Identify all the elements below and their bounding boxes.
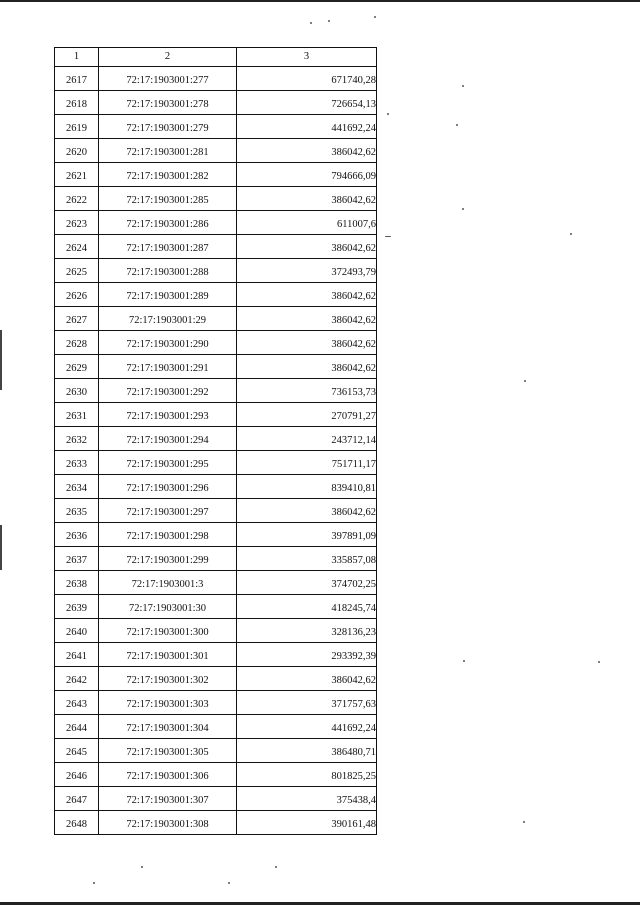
cadastral-value: 335857,08 — [237, 547, 377, 571]
cadastral-number: 72:17:1903001:281 — [99, 139, 237, 163]
row-number: 2617 — [55, 67, 99, 91]
cadastral-number: 72:17:1903001:278 — [99, 91, 237, 115]
cadastral-value: 418245,74 — [237, 595, 377, 619]
row-number: 2641 — [55, 643, 99, 667]
row-number: 2643 — [55, 691, 99, 715]
scan-speck — [463, 660, 465, 662]
cadastral-value: 386042,62 — [237, 331, 377, 355]
cadastral-number: 72:17:1903001:285 — [99, 187, 237, 211]
cadastral-number: 72:17:1903001:288 — [99, 259, 237, 283]
row-number: 2624 — [55, 235, 99, 259]
table-row — [55, 139, 377, 163]
table-row — [55, 187, 377, 211]
table-row — [55, 379, 377, 403]
cadastral-number: 72:17:1903001:300 — [99, 619, 237, 643]
table-row — [55, 739, 377, 763]
cadastral-number: 72:17:1903001:305 — [99, 739, 237, 763]
table-row — [55, 811, 377, 835]
cadastral-number: 72:17:1903001:296 — [99, 475, 237, 499]
scan-speck — [570, 233, 572, 235]
column-header-cadastral-number: 2 — [99, 48, 237, 67]
table-row — [55, 283, 377, 307]
cadastral-number: 72:17:1903001:308 — [99, 811, 237, 835]
row-number: 2634 — [55, 475, 99, 499]
cadastral-value: 386042,62 — [237, 499, 377, 523]
cadastral-value: 372493,79 — [237, 259, 377, 283]
table-header-row — [55, 48, 377, 67]
scan-speck — [523, 821, 525, 823]
cadastral-value: 243712,14 — [237, 427, 377, 451]
row-number: 2630 — [55, 379, 99, 403]
table-row — [55, 259, 377, 283]
table-row — [55, 547, 377, 571]
table-row — [55, 451, 377, 475]
column-header-number: 1 — [55, 48, 99, 67]
row-number: 2648 — [55, 811, 99, 835]
cadastral-number: 72:17:1903001:291 — [99, 355, 237, 379]
cadastral-number: 72:17:1903001:3 — [99, 571, 237, 595]
cadastral-number: 72:17:1903001:299 — [99, 547, 237, 571]
cadastral-number: 72:17:1903001:297 — [99, 499, 237, 523]
cadastral-value: 397891,09 — [237, 523, 377, 547]
cadastral-number: 72:17:1903001:304 — [99, 715, 237, 739]
cadastral-value: 386042,62 — [237, 139, 377, 163]
table-row — [55, 163, 377, 187]
cadastral-number: 72:17:1903001:286 — [99, 211, 237, 235]
table-row — [55, 211, 377, 235]
row-number: 2631 — [55, 403, 99, 427]
row-number: 2621 — [55, 163, 99, 187]
table-row — [55, 523, 377, 547]
cadastral-value: 671740,28 — [237, 67, 377, 91]
row-number: 2626 — [55, 283, 99, 307]
cadastral-value: 386042,62 — [237, 667, 377, 691]
cadastral-value: 386042,62 — [237, 235, 377, 259]
cadastral-value: 386042,62 — [237, 307, 377, 331]
scan-speck — [374, 16, 376, 18]
cadastral-value: 386042,62 — [237, 187, 377, 211]
scan-speck — [328, 20, 330, 22]
scan-speck — [385, 236, 391, 237]
cadastral-value: 726654,13 — [237, 91, 377, 115]
cadastral-number: 72:17:1903001:307 — [99, 787, 237, 811]
table-row — [55, 427, 377, 451]
scan-speck — [228, 882, 230, 884]
scan-speck — [462, 85, 464, 87]
cadastral-value: 375438,4 — [237, 787, 377, 811]
cadastral-value: 386042,62 — [237, 355, 377, 379]
table-row — [55, 787, 377, 811]
row-number: 2627 — [55, 307, 99, 331]
row-number: 2619 — [55, 115, 99, 139]
table-row — [55, 307, 377, 331]
scan-speck — [310, 22, 312, 24]
table-row — [55, 403, 377, 427]
row-number: 2633 — [55, 451, 99, 475]
column-header-value: 3 — [237, 48, 377, 67]
scan-speck — [387, 113, 389, 115]
row-number: 2644 — [55, 715, 99, 739]
cadastral-number: 72:17:1903001:289 — [99, 283, 237, 307]
row-number: 2647 — [55, 787, 99, 811]
cadastral-number: 72:17:1903001:302 — [99, 667, 237, 691]
row-number: 2639 — [55, 595, 99, 619]
row-number: 2618 — [55, 91, 99, 115]
row-number: 2637 — [55, 547, 99, 571]
cadastral-value: 371757,63 — [237, 691, 377, 715]
cadastral-number: 72:17:1903001:279 — [99, 115, 237, 139]
cadastral-number: 72:17:1903001:30 — [99, 595, 237, 619]
cadastral-number: 72:17:1903001:277 — [99, 67, 237, 91]
cadastral-number: 72:17:1903001:292 — [99, 379, 237, 403]
cadastral-value: 801825,25 — [237, 763, 377, 787]
table-row — [55, 115, 377, 139]
table-row — [55, 499, 377, 523]
table-row — [55, 571, 377, 595]
cadastral-value: 374702,25 — [237, 571, 377, 595]
table-row — [55, 355, 377, 379]
row-number: 2636 — [55, 523, 99, 547]
cadastral-value: 386042,62 — [237, 283, 377, 307]
cadastral-value: 270791,27 — [237, 403, 377, 427]
table-row — [55, 67, 377, 91]
cadastral-value: 611007,6 — [237, 211, 377, 235]
cadastral-value: 441692,24 — [237, 715, 377, 739]
cadastral-value: 441692,24 — [237, 115, 377, 139]
cadastral-value: 293392,39 — [237, 643, 377, 667]
table-row — [55, 715, 377, 739]
scan-speck — [524, 380, 526, 382]
row-number: 2620 — [55, 139, 99, 163]
table-row — [55, 595, 377, 619]
cadastral-number: 72:17:1903001:301 — [99, 643, 237, 667]
table-row — [55, 235, 377, 259]
cadastral-number: 72:17:1903001:282 — [99, 163, 237, 187]
scan-edge-mark — [0, 330, 2, 390]
row-number: 2632 — [55, 427, 99, 451]
table-row — [55, 331, 377, 355]
scan-speck — [462, 208, 464, 210]
row-number: 2625 — [55, 259, 99, 283]
table-row — [55, 667, 377, 691]
scan-edge-mark — [0, 525, 2, 570]
cadastral-value: 751711,17 — [237, 451, 377, 475]
cadastral-number: 72:17:1903001:293 — [99, 403, 237, 427]
table-row — [55, 475, 377, 499]
cadastral-number: 72:17:1903001:306 — [99, 763, 237, 787]
row-number: 2646 — [55, 763, 99, 787]
cadastral-number: 72:17:1903001:303 — [99, 691, 237, 715]
table-row — [55, 619, 377, 643]
table-row — [55, 763, 377, 787]
scan-speck — [456, 124, 458, 126]
scan-speck — [93, 882, 95, 884]
cadastral-number: 72:17:1903001:295 — [99, 451, 237, 475]
cadastral-number: 72:17:1903001:29 — [99, 307, 237, 331]
cadastral-number: 72:17:1903001:290 — [99, 331, 237, 355]
cadastral-number: 72:17:1903001:287 — [99, 235, 237, 259]
row-number: 2645 — [55, 739, 99, 763]
cadastral-value-table — [54, 47, 377, 835]
cadastral-value: 386480,71 — [237, 739, 377, 763]
table-row — [55, 643, 377, 667]
page-top-border — [0, 0, 640, 2]
row-number: 2640 — [55, 619, 99, 643]
row-number: 2623 — [55, 211, 99, 235]
row-number: 2635 — [55, 499, 99, 523]
scan-speck — [598, 661, 600, 663]
row-number: 2642 — [55, 667, 99, 691]
cadastral-number: 72:17:1903001:298 — [99, 523, 237, 547]
scan-speck — [275, 866, 277, 868]
row-number: 2629 — [55, 355, 99, 379]
cadastral-value: 736153,73 — [237, 379, 377, 403]
scan-speck — [141, 866, 143, 868]
cadastral-value: 794666,09 — [237, 163, 377, 187]
cadastral-value: 390161,48 — [237, 811, 377, 835]
table-row — [55, 91, 377, 115]
cadastral-value: 839410,81 — [237, 475, 377, 499]
row-number: 2628 — [55, 331, 99, 355]
row-number: 2638 — [55, 571, 99, 595]
row-number: 2622 — [55, 187, 99, 211]
table-row — [55, 691, 377, 715]
cadastral-number: 72:17:1903001:294 — [99, 427, 237, 451]
cadastral-value: 328136,23 — [237, 619, 377, 643]
